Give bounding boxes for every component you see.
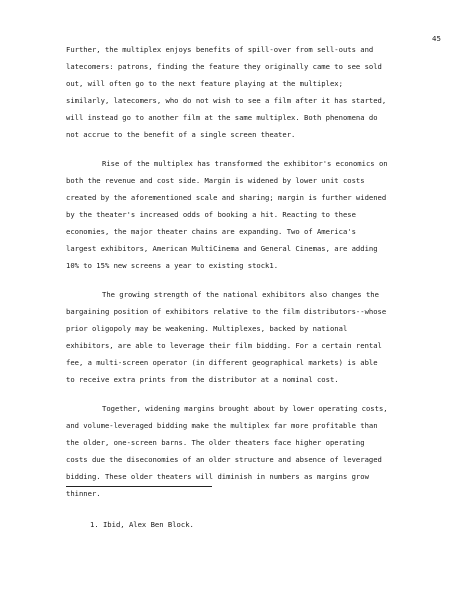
paragraph-line: out, will often go to the next feature playing at the multiplex; xyxy=(66,79,343,88)
paragraph-line: thinner. xyxy=(66,489,101,498)
footnote-divider xyxy=(66,486,212,487)
paragraph-line: latecomers: patrons, finding the feature they originally came to see sold xyxy=(66,62,382,71)
paragraph-line: and volume-leveraged bidding make the multiplex far more profitable than xyxy=(66,421,378,430)
paragraph-line: both the revenue and cost side. Margin is widened by lower unit costs xyxy=(66,176,365,185)
paragraph-line: similarly, latecomers, who do not wish to see a film after it has started, xyxy=(66,96,387,105)
paragraph-line: the older, one-screen barns. The older theaters face higher operating xyxy=(66,438,365,447)
paragraph-line: not accrue to the benefit of a single screen theater. xyxy=(66,130,296,139)
paragraph-line: exhibitors, are able to leverage their film bidding. For a certain rental xyxy=(66,341,382,350)
paragraph-line: bidding. These older theaters will diminish in numbers as margins grow xyxy=(66,472,369,481)
paragraph-line: costs due the diseconomies of an older structure and absence of leveraged xyxy=(66,455,382,464)
paragraph-line: Together, widening margins brought about by lower operating costs, xyxy=(102,404,388,413)
paragraph-line: Rise of the multiplex has transformed the exhibitor's economics on xyxy=(102,159,388,168)
paragraph-line: economies, the major theater chains are expanding. Two of America's xyxy=(66,227,356,236)
paragraph-line: The growing strength of the national exhibitors also changes the xyxy=(102,290,379,299)
page-number: 45 xyxy=(432,34,441,43)
paragraph-line: will instead go to another film at the same multiplex. Both phenomena do xyxy=(66,113,378,122)
paragraph-line: prior oligopoly may be weakening. Multiplexes, backed by national xyxy=(66,324,348,333)
paragraph-line: bargaining position of exhibitors relative to the film distributors--whose xyxy=(66,307,387,316)
paragraph-line: to receive extra prints from the distributor at a nominal cost. xyxy=(66,375,339,384)
paragraph-line: Further, the multiplex enjoys benefits of spill-over from sell-outs and xyxy=(66,45,374,54)
paragraph-line: fee, a multi-screen operator (in different geographical markets) is able xyxy=(66,358,378,367)
paragraph-line: by the theater's increased odds of booking a hit. Reacting to these xyxy=(66,210,356,219)
paragraph-line: 10% to 15% new screens a year to existing stock1. xyxy=(66,261,279,270)
footnote: 1. Ibid, Alex Ben Block. xyxy=(90,520,194,529)
paragraph-line: largest exhibitors, American MultiCinema and General Cinemas, are adding xyxy=(66,244,378,253)
paragraph-line: created by the aforementioned scale and sharing; margin is further widened xyxy=(66,193,387,202)
